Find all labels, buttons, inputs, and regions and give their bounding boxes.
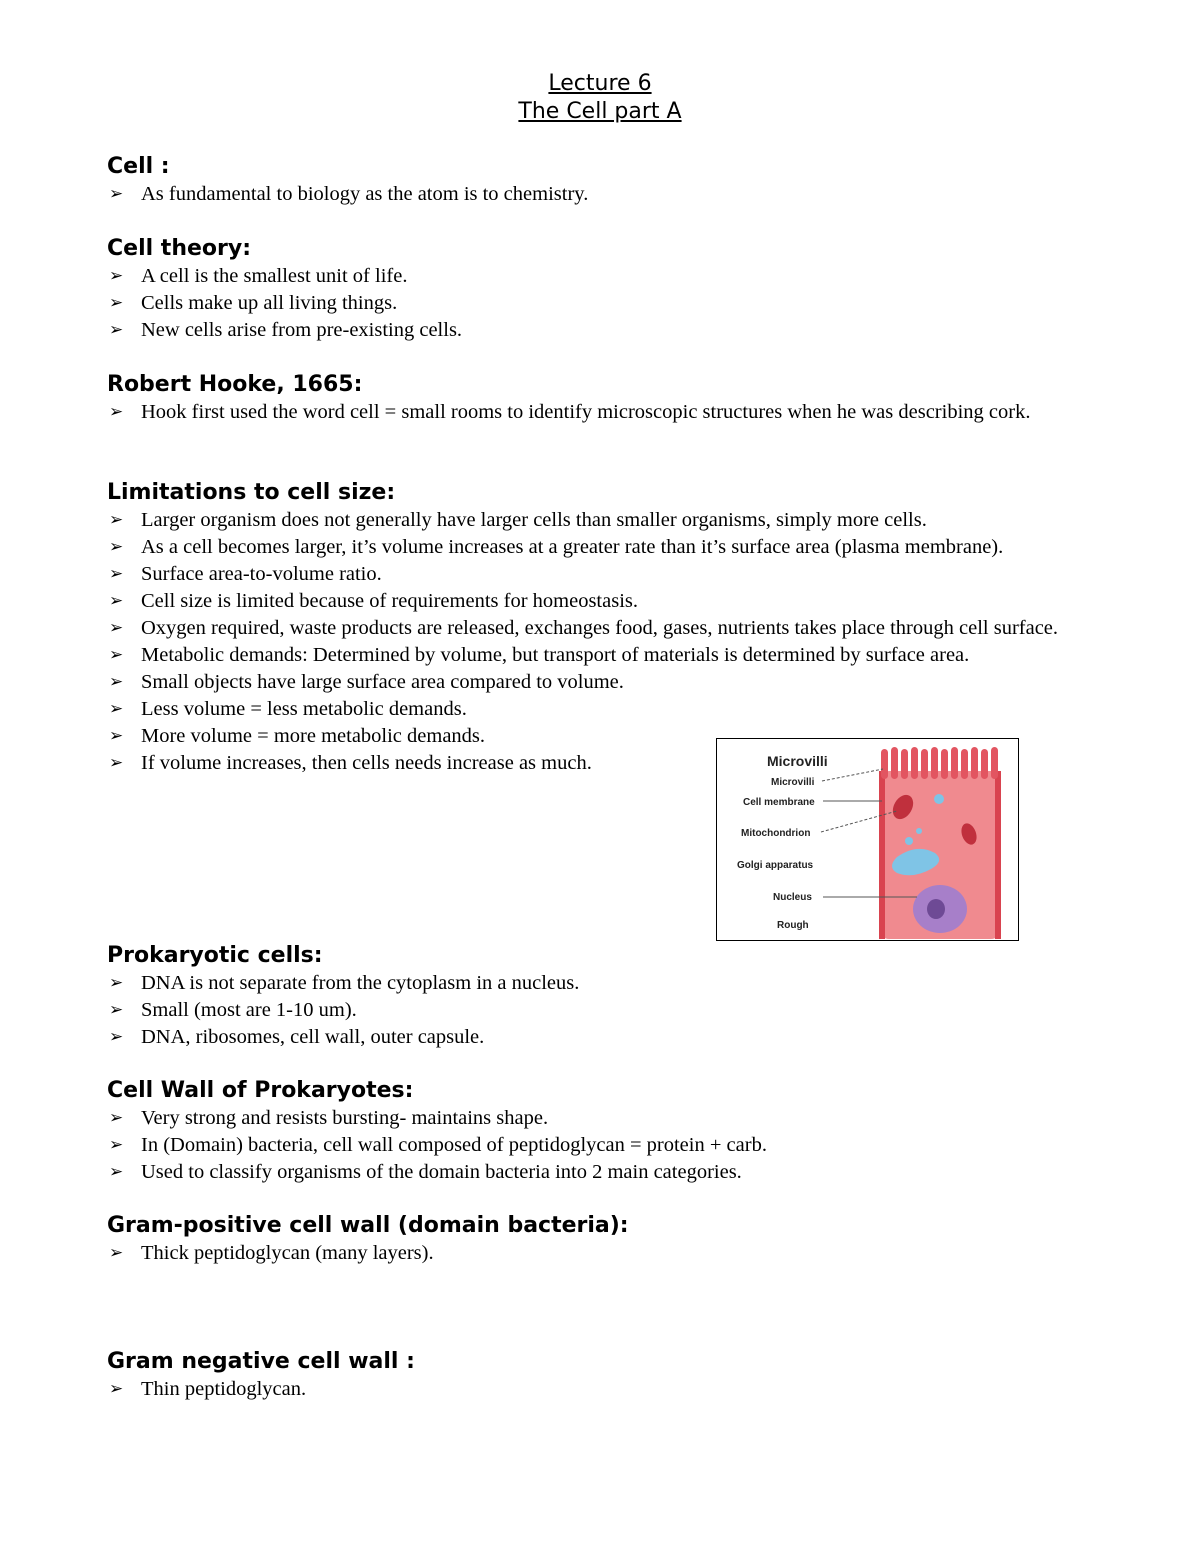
section-hooke xyxy=(107,371,1137,426)
bullet-list xyxy=(107,970,1137,1051)
bullet-list xyxy=(107,1240,1137,1267)
vesicle xyxy=(916,828,922,834)
list-item: ➢ New cells arise from pre-existing cells. xyxy=(107,317,1137,344)
label-mitochondrion: Mitochondrion xyxy=(741,828,811,839)
arrow-bullet-icon: ➢ xyxy=(109,320,124,340)
cell-membrane-edge xyxy=(879,771,885,939)
bullet-list xyxy=(107,1105,1137,1186)
arrow-bullet-icon: ➢ xyxy=(109,184,124,204)
list-item: ➢ Surface area-to-volume ratio. xyxy=(107,561,1137,588)
arrow-bullet-icon: ➢ xyxy=(109,645,124,665)
list-item: ➢ Thin peptidoglycan. xyxy=(107,1376,1137,1403)
label-golgi: Golgi apparatus xyxy=(737,860,814,871)
list-item: ➢ Oxygen required, waste products are released, exchanges food, gases, nutrients takes place through cell surface. xyxy=(107,615,1137,642)
list-item: ➢ Hook first used the word cell = small rooms to identify microscopic structures when he was describing cork. xyxy=(107,399,1137,426)
list-item: ➢ Thick peptidoglycan (many layers). xyxy=(107,1240,1137,1267)
list-item: ➢ DNA is not separate from the cytoplasm in a nucleus. xyxy=(107,970,1137,997)
arrow-bullet-icon: ➢ xyxy=(109,1000,124,1020)
cell-drawing xyxy=(879,747,1001,939)
label-cell-membrane: Cell membrane xyxy=(743,797,815,808)
list-item: ➢ A cell is the smallest unit of life. xyxy=(107,263,1137,290)
section-cell-wall xyxy=(107,1077,1137,1186)
arrow-bullet-icon: ➢ xyxy=(109,618,124,638)
list-item: ➢ As fundamental to biology as the atom is to chemistry. xyxy=(107,181,1137,208)
title-block xyxy=(0,70,1200,126)
cell-membrane-edge-right xyxy=(995,771,1001,939)
list-item: ➢ Less volume = less metabolic demands. xyxy=(107,696,731,723)
arrow-bullet-icon: ➢ xyxy=(109,1027,124,1047)
section-prokaryotic xyxy=(107,942,1137,1051)
section-heading: Gram-positive cell wall (domain bacteria): xyxy=(107,1213,629,1238)
list-item: ➢ Small objects have large surface area compared to volume. xyxy=(107,669,731,696)
label-nucleus: Nucleus xyxy=(773,892,812,903)
bullet-list xyxy=(107,181,1137,208)
arrow-bullet-icon: ➢ xyxy=(109,1379,124,1399)
lecture-number: Lecture 6 xyxy=(548,71,652,96)
arrow-bullet-icon: ➢ xyxy=(109,1162,124,1182)
list-item: ➢ Cell size is limited because of requirements for homeostasis. xyxy=(107,588,1137,615)
arrow-bullet-icon: ➢ xyxy=(109,564,124,584)
arrow-bullet-icon: ➢ xyxy=(109,753,124,773)
list-item: ➢ Metabolic demands: Determined by volume, but transport of materials is determined by surface area. xyxy=(107,642,1137,669)
arrow-bullet-icon: ➢ xyxy=(109,293,124,313)
list-item: ➢ Larger organism does not generally have larger cells than smaller organisms, simply more cells. xyxy=(107,507,1137,534)
section-heading: Prokaryotic cells: xyxy=(107,943,323,968)
nucleolus-shape xyxy=(927,899,945,919)
arrow-bullet-icon: ➢ xyxy=(109,726,124,746)
section-gram-positive xyxy=(107,1212,1137,1267)
arrow-bullet-icon: ➢ xyxy=(109,672,124,692)
microvilli-illustration xyxy=(717,739,1018,940)
microvilli-figure xyxy=(716,738,1019,941)
arrow-bullet-icon: ➢ xyxy=(109,402,124,422)
vesicle xyxy=(905,837,913,845)
section-heading: Cell : xyxy=(107,154,170,179)
label-rough: Rough xyxy=(777,920,809,931)
arrow-bullet-icon: ➢ xyxy=(109,1243,124,1263)
arrow-bullet-icon: ➢ xyxy=(109,973,124,993)
list-item: ➢ In (Domain) bacteria, cell wall composed of peptidoglycan = protein + carb. xyxy=(107,1132,1137,1159)
arrow-bullet-icon: ➢ xyxy=(109,1108,124,1128)
section-limitations xyxy=(107,479,1137,777)
lecture-title: The Cell part A xyxy=(518,99,682,124)
section-gram-negative xyxy=(107,1348,1137,1403)
bullet-list xyxy=(107,507,1137,777)
section-heading: Gram negative cell wall : xyxy=(107,1349,415,1374)
arrow-bullet-icon: ➢ xyxy=(109,591,124,611)
list-item: ➢ Cells make up all living things. xyxy=(107,290,1137,317)
bullet-list xyxy=(107,263,1137,344)
section-heading: Cell Wall of Prokaryotes: xyxy=(107,1078,414,1103)
arrow-bullet-icon: ➢ xyxy=(109,266,124,286)
arrow-bullet-icon: ➢ xyxy=(109,699,124,719)
arrow-bullet-icon: ➢ xyxy=(109,510,124,530)
section-heading: Limitations to cell size: xyxy=(107,480,396,505)
list-item: ➢ More volume = more metabolic demands. xyxy=(107,723,731,750)
label-microvilli: Microvilli xyxy=(771,777,815,788)
figure-title: Microvilli xyxy=(767,753,828,769)
list-item: ➢ If volume increases, then cells needs increase as much. xyxy=(107,750,731,777)
list-item: ➢ Used to classify organisms of the domain bacteria into 2 main categories. xyxy=(107,1159,1137,1186)
list-item: ➢ DNA, ribosomes, cell wall, outer capsule. xyxy=(107,1024,1137,1051)
section-cell-theory xyxy=(107,235,1137,344)
bullet-list xyxy=(107,399,1137,426)
arrow-bullet-icon: ➢ xyxy=(109,1135,124,1155)
section-heading: Robert Hooke, 1665: xyxy=(107,372,363,397)
vesicle xyxy=(934,794,944,804)
list-item: ➢ Small (most are 1-10 um). xyxy=(107,997,1137,1024)
list-item: ➢ As a cell becomes larger, it’s volume increases at a greater rate than it’s surface area (plasma membrane). xyxy=(107,534,1137,561)
section-cell xyxy=(107,153,1137,208)
section-heading: Cell theory: xyxy=(107,236,252,261)
arrow-bullet-icon: ➢ xyxy=(109,537,124,557)
bullet-list xyxy=(107,1376,1137,1403)
list-item: ➢ Very strong and resists bursting- maintains shape. xyxy=(107,1105,1137,1132)
